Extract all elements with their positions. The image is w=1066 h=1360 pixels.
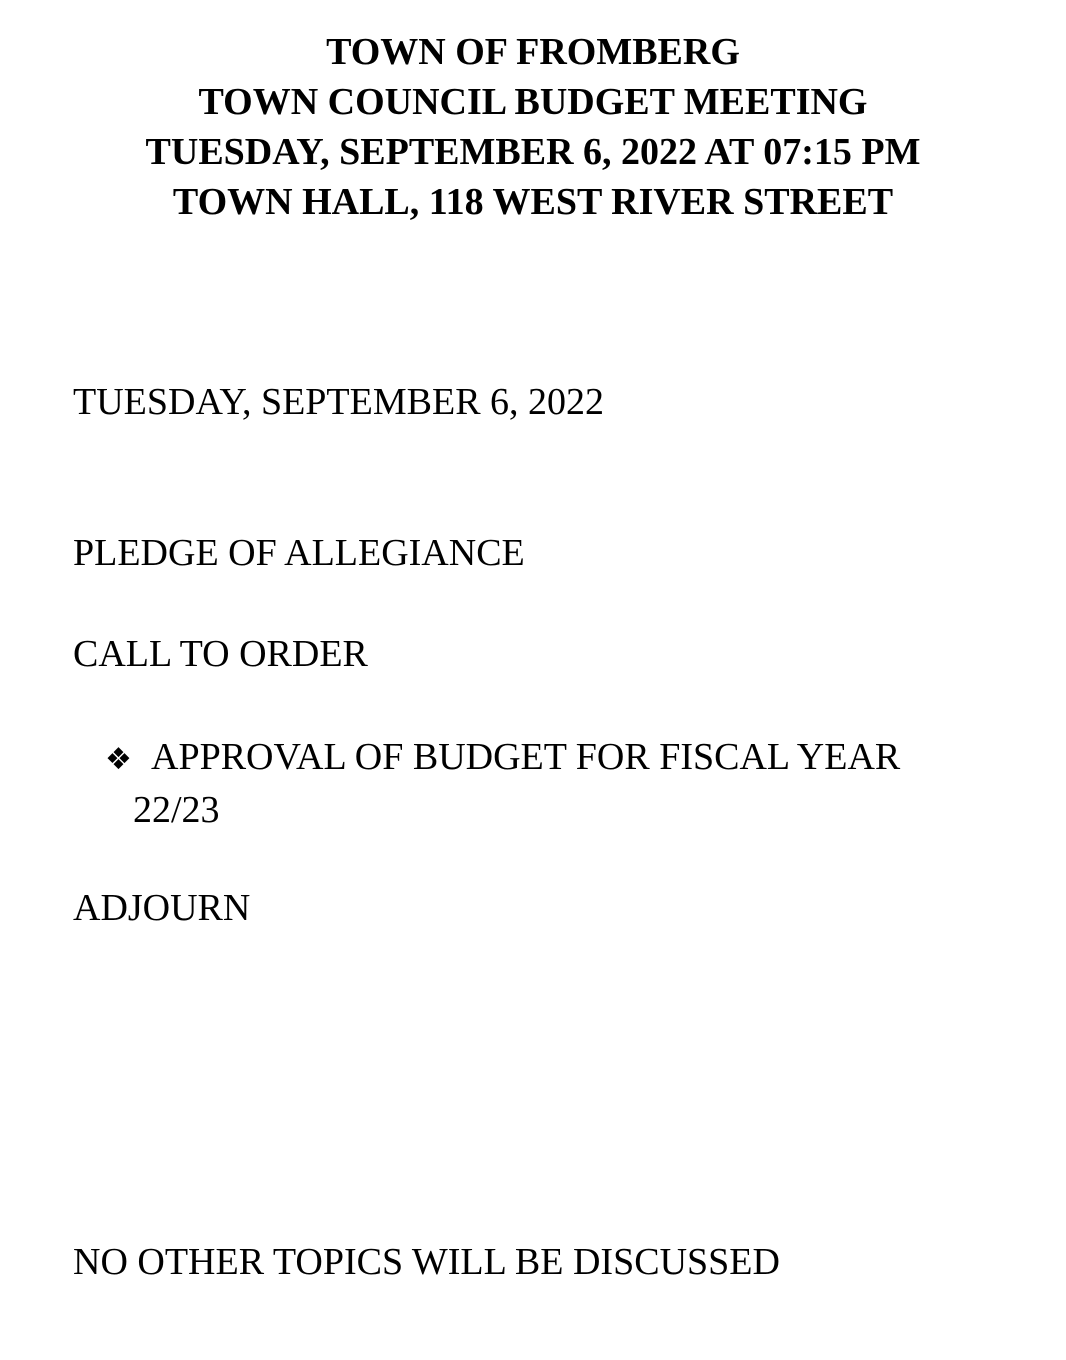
bullet-row <box>105 732 1005 785</box>
header-meeting-title: TOWN COUNCIL BUDGET MEETING <box>198 81 868 123</box>
agenda-date: TUESDAY, SEPTEMBER 6, 2022 <box>73 381 605 423</box>
header-meeting-location: TOWN HALL, 118 WEST RIVER STREET <box>172 181 894 223</box>
agenda-item-adjourn: ADJOURN <box>73 887 251 929</box>
bullet-item-text-line2: 22/23 <box>133 789 220 831</box>
diamond-bullet-icon: ❖ <box>105 742 132 777</box>
agenda-item-call-to-order: CALL TO ORDER <box>73 633 368 675</box>
header-town-name: TOWN OF FROMBERG <box>326 31 740 73</box>
footer-note: NO OTHER TOPICS WILL BE DISCUSSED <box>73 1241 780 1283</box>
header-meeting-datetime: TUESDAY, SEPTEMBER 6, 2022 AT 07:15 PM <box>145 131 921 173</box>
document-header <box>0 27 1066 227</box>
agenda-item-pledge: PLEDGE OF ALLEGIANCE <box>73 532 525 574</box>
bullet-item-text-line1: APPROVAL OF BUDGET FOR FISCAL YEAR <box>151 736 901 778</box>
agenda-bullet-item <box>105 732 1005 836</box>
